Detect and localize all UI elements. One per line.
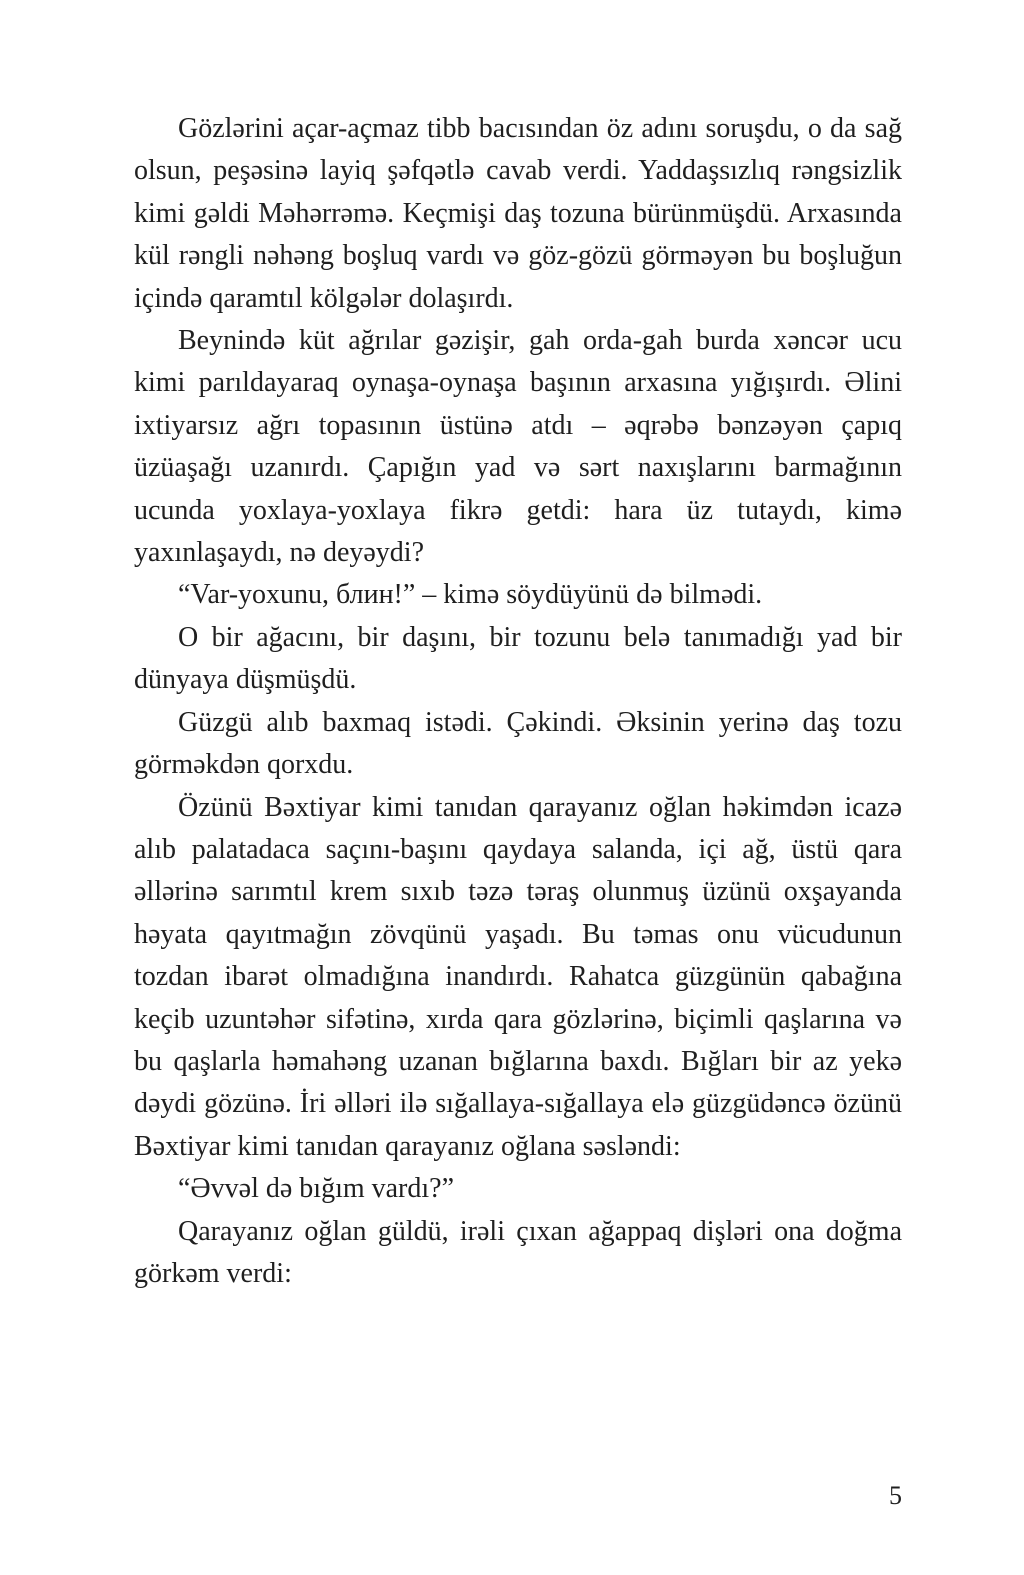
paragraph-4: O bir ağacını, bir daşını, bir tozunu belə tanımadığı yad bir dünyaya düşmüşdü. (134, 621, 902, 696)
paragraph-8: Qarayanız oğlan güldü, irəli çıxan ağappaq dişləri ona doğma görkəm verdi: (134, 1215, 902, 1289)
page-body (134, 108, 902, 1295)
paragraph-7: “Əvvəl də bığım vardı?” (178, 1173, 455, 1205)
paragraph-1: Gözlərini açar-açmaz tibb bacısından öz adını soruşdu, o da sağ olsun, peşəsinə layiq şəfqətlə cavab verdi. Yaddaşsızlıq rəngsizlik kimi gəldi Məhərrəmə. Keçmişi daş tozuna bürünmüşdü. Arxasında kül rəngli nəhəng boşluq vardı və göz-gözü görməyən bu boşluğun içində qaramtıl kölgələr dolaşırdı. (134, 113, 902, 314)
paragraph-2: Beynində küt ağrılar gəzişir, gah orda-gah burda xəncər ucu kimi parıldayaraq oynaşa-oynaşa başının arxasına yığışırdı. Əlini ixtiyarsız ağrı topasının üstünə atdı – əqrəbə bənzəyən çapıq üzüaşağı uzanırdı. Çapığın yad və sərt naxışlarını barmağının ucunda yoxlaya-yoxlaya fikrə getdi: hara üz tutaydı, kimə yaxınlaşaydı, nə deyəydi? (134, 325, 902, 569)
page-number: 5 (889, 1481, 902, 1510)
paragraph-5: Güzgü alıb baxmaq istədi. Çəkindi. Əksinin yerinə daş tozu görməkdən qorxdu. (134, 706, 902, 781)
paragraph-3: “Var-yoxunu, блин!” – kimə söydüyünü də bilmədi. (178, 579, 763, 611)
paragraph-6: Özünü Bəxtiyar kimi tanıdan qarayanız oğlan həkimdən icazə alıb palatadaca saçını-başını qaydaya salanda, içi ağ, üstü qara əllərinə sarımtıl krem sıxıb təzə təraş olunmuş üzünü oxşayanda həyata qayıtmağın zövqünü yaşadı. Bu təmas onu vücudunun tozdan ibarət olmadığına inandırdı. Rahatca güzgünün qabağına keçib uzuntəhər sifətinə, xırda qara gözlərinə, biçimli qaşlarına və bu qaşlarla həmahəng uzanan bığlarına baxdı. Bığları bir az yekə dəydi gözünə. İri əlləri ilə sığallaya-sığallaya elə güzgüdəncə özünü Bəxtiyar kimi tanıdan qarayanız oğlana səsləndi: (134, 791, 902, 1162)
